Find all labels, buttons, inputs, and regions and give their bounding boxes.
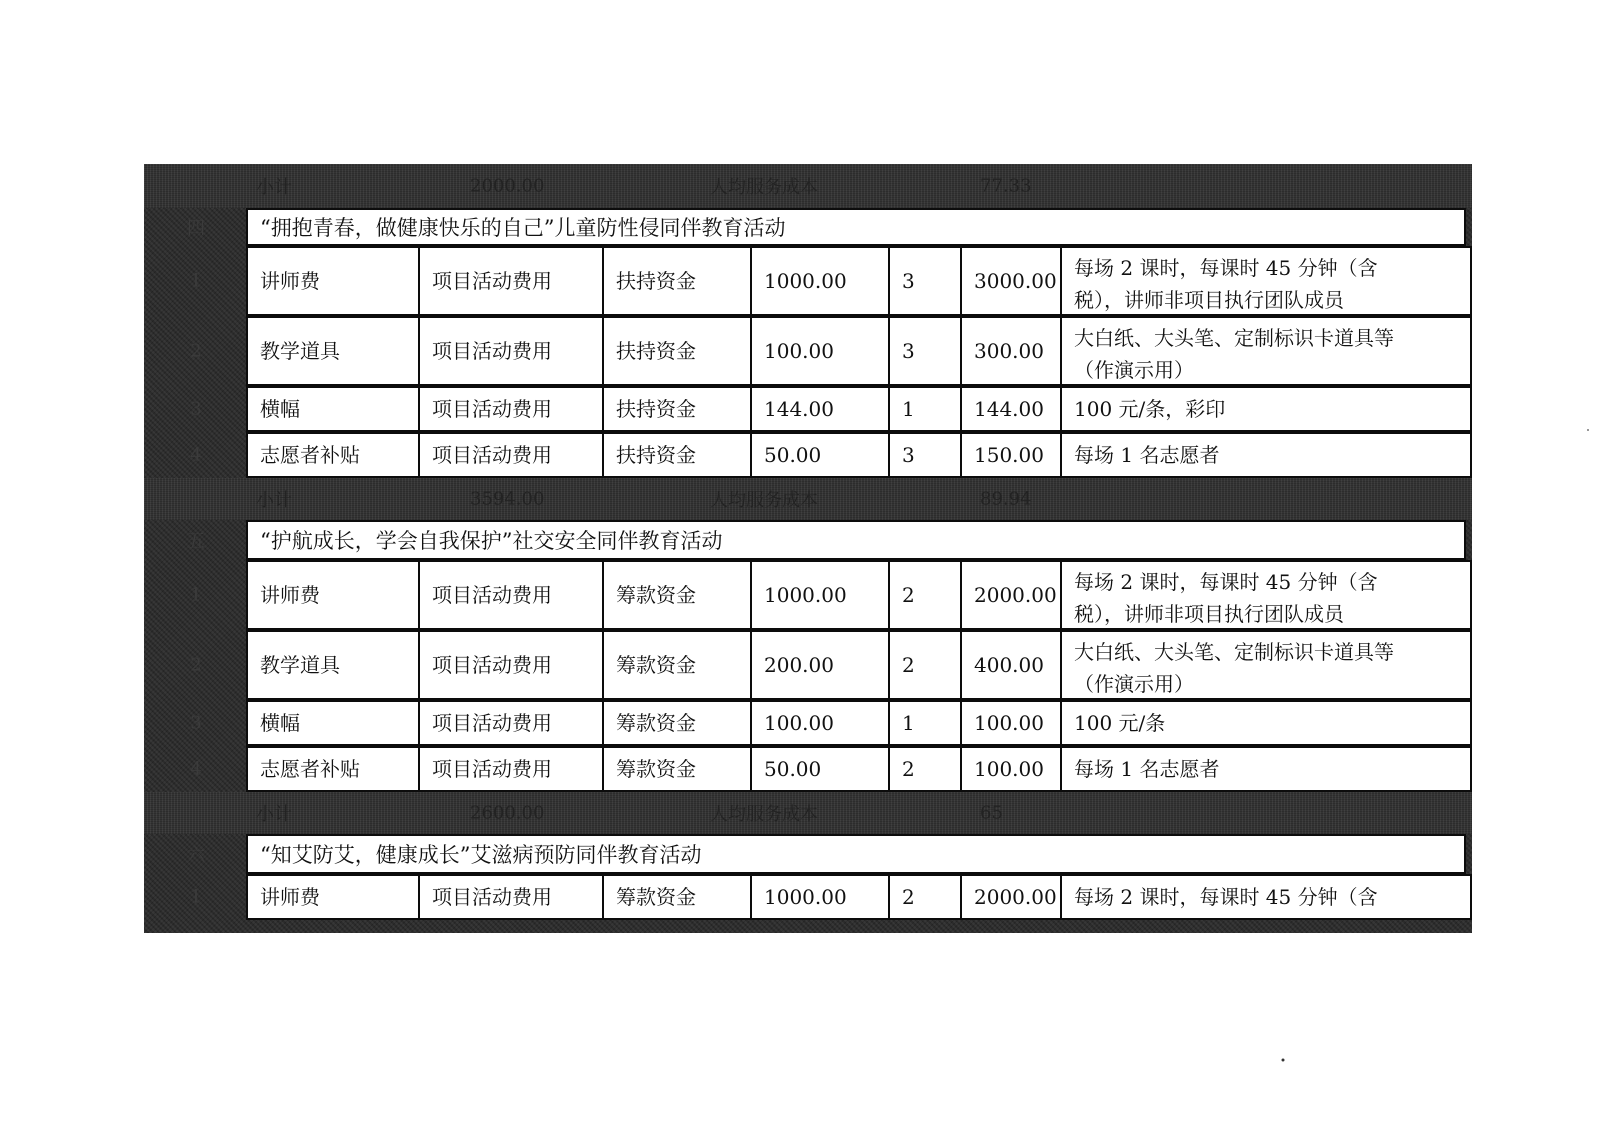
subtotal-amount: 2600.00 <box>470 802 545 824</box>
category-cell: 项目活动费用 <box>418 700 604 746</box>
price-cell: 1000.00 <box>750 560 890 630</box>
total-cell: 100.00 <box>960 746 1062 792</box>
note-line: 税），讲师非项目执行团队成员 <box>1074 602 1344 626</box>
row-number: 1 <box>190 584 202 606</box>
row-number: 3 <box>190 712 202 734</box>
note-line: 大白纸、大头笔、定制标识卡道具等 <box>1074 640 1394 664</box>
price-cell: 1000.00 <box>750 246 890 316</box>
fund-cell: 筹款资金 <box>602 746 752 792</box>
fund-cell: 筹款资金 <box>602 700 752 746</box>
category-cell: 项目活动费用 <box>418 630 604 700</box>
section-number: 四 <box>187 218 205 239</box>
note-cell: 100 元/条 <box>1060 700 1472 746</box>
qty-cell: 1 <box>888 700 962 746</box>
fund-cell: 扶持资金 <box>602 432 752 478</box>
section-number: 五 <box>187 531 205 552</box>
fund-cell: 筹款资金 <box>602 630 752 700</box>
category-cell: 项目活动费用 <box>418 560 604 630</box>
fund-cell: 扶持资金 <box>602 246 752 316</box>
qty-cell: 2 <box>888 560 962 630</box>
total-cell: 300.00 <box>960 316 1062 386</box>
section-title: “知艾防艾，健康成长”艾滋病预防同伴教育活动 <box>246 834 1466 874</box>
note-line: （作演示用） <box>1074 672 1194 696</box>
avg-cost-label: 人均服务成本 <box>710 177 818 198</box>
price-cell: 50.00 <box>750 746 890 792</box>
item-cell: 讲师费 <box>246 246 420 316</box>
item-cell: 志愿者补贴 <box>246 432 420 478</box>
note-cell: 每场 1 名志愿者 <box>1060 746 1472 792</box>
price-cell: 1000.00 <box>750 874 890 920</box>
note-cell: 100 元/条，彩印 <box>1060 386 1472 432</box>
price-cell: 50.00 <box>750 432 890 478</box>
note-line: 每场 2 课时，每课时 45 分钟（含 <box>1074 256 1378 280</box>
fund-cell: 扶持资金 <box>602 316 752 386</box>
subtotal-label: 小计 <box>256 490 292 511</box>
note-line: （作演示用） <box>1074 358 1194 382</box>
fund-cell: 筹款资金 <box>602 560 752 630</box>
qty-cell: 3 <box>888 432 962 478</box>
category-cell: 项目活动费用 <box>418 246 604 316</box>
note-cell: 每场 2 课时，每课时 45 分钟（含 <box>1060 874 1472 920</box>
item-cell: 志愿者补贴 <box>246 746 420 792</box>
section-number: 六 <box>187 845 205 866</box>
price-cell: 200.00 <box>750 630 890 700</box>
section-title: “护航成长，学会自我保护”社交安全同伴教育活动 <box>246 520 1466 560</box>
speck <box>1282 1059 1285 1062</box>
item-cell: 讲师费 <box>246 560 420 630</box>
row-number: 4 <box>190 758 202 780</box>
total-cell: 2000.00 <box>960 560 1062 630</box>
row-number: 1 <box>190 886 202 908</box>
avg-cost-value: 77.33 <box>980 175 1032 197</box>
category-cell: 项目活动费用 <box>418 874 604 920</box>
row-number: 2 <box>190 654 202 676</box>
total-cell: 3000.00 <box>960 246 1062 316</box>
item-cell: 教学道具 <box>246 316 420 386</box>
category-cell: 项目活动费用 <box>418 386 604 432</box>
price-cell: 100.00 <box>750 700 890 746</box>
row-number: 1 <box>190 270 202 292</box>
row-number: 2 <box>190 340 202 362</box>
total-cell: 400.00 <box>960 630 1062 700</box>
total-cell: 2000.00 <box>960 874 1062 920</box>
total-cell: 100.00 <box>960 700 1062 746</box>
subtotal-label: 小计 <box>256 804 292 825</box>
note-line: 每场 2 课时，每课时 45 分钟（含 <box>1074 570 1378 594</box>
price-cell: 144.00 <box>750 386 890 432</box>
avg-cost-value: 89.94 <box>980 488 1032 510</box>
row-number: 4 <box>190 444 202 466</box>
avg-cost-label: 人均服务成本 <box>710 490 818 511</box>
qty-cell: 1 <box>888 386 962 432</box>
total-cell: 150.00 <box>960 432 1062 478</box>
section-title: “拥抱青春，做健康快乐的自己”儿童防性侵同伴教育活动 <box>246 208 1466 246</box>
row-number: 3 <box>190 398 202 420</box>
price-cell: 100.00 <box>750 316 890 386</box>
subtotal-label: 小计 <box>256 177 292 198</box>
avg-cost-label: 人均服务成本 <box>710 804 818 825</box>
fund-cell: 扶持资金 <box>602 386 752 432</box>
qty-cell: 2 <box>888 874 962 920</box>
category-cell: 项目活动费用 <box>418 432 604 478</box>
fund-cell: 筹款资金 <box>602 874 752 920</box>
qty-cell: 3 <box>888 316 962 386</box>
qty-cell: 3 <box>888 246 962 316</box>
total-cell: 144.00 <box>960 386 1062 432</box>
category-cell: 项目活动费用 <box>418 316 604 386</box>
item-cell: 横幅 <box>246 700 420 746</box>
note-cell: 每场 1 名志愿者 <box>1060 432 1472 478</box>
qty-cell: 2 <box>888 746 962 792</box>
note-line: 大白纸、大头笔、定制标识卡道具等 <box>1074 326 1394 350</box>
category-cell: 项目活动费用 <box>418 746 604 792</box>
avg-cost-value: 65 <box>980 802 1003 824</box>
note-line: 税），讲师非项目执行团队成员 <box>1074 288 1344 312</box>
subtotal-amount: 2000.00 <box>470 175 545 197</box>
speck <box>1587 429 1589 431</box>
qty-cell: 2 <box>888 630 962 700</box>
subtotal-amount: 3594.00 <box>470 488 545 510</box>
item-cell: 横幅 <box>246 386 420 432</box>
item-cell: 教学道具 <box>246 630 420 700</box>
item-cell: 讲师费 <box>246 874 420 920</box>
